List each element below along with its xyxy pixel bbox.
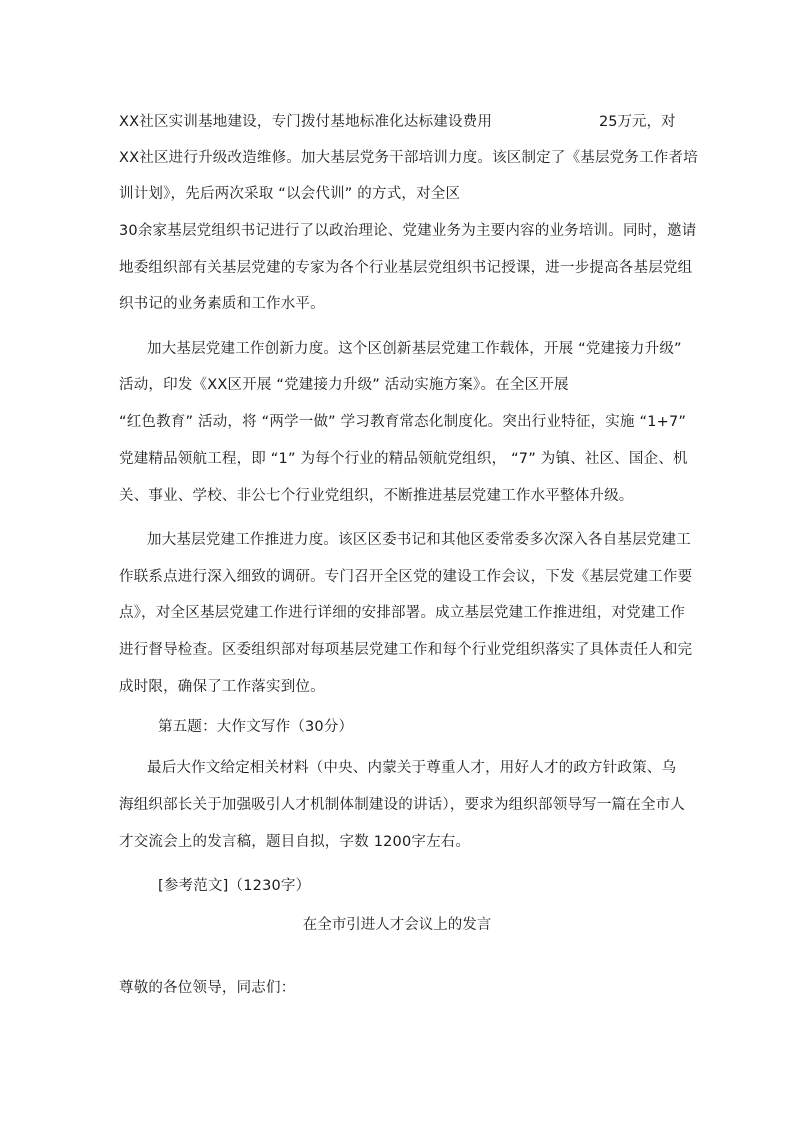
q5-line-2: 海组织部长关于加强吸引人才机制体制建设的讲话），要求为组织部领导写一篇在全市人 (119, 797, 686, 813)
p1-line-1b: 25万元，对 (599, 114, 676, 130)
p1-line-4: 30余家基层党组织书记进行了以政治理论、党建业务为主要内容的业务培训。同时，邀请 (119, 223, 697, 239)
p2-line-3: “红色教育” 活动，将 “两学一做” 学习教育常态化制度化。突出行业特征，实施 “1+7” (119, 414, 687, 430)
speech-title: 在全市引进人才会议上的发言 (302, 917, 492, 933)
p1-line-6: 织书记的业务素质和工作水平。 (119, 296, 325, 312)
p3-line-2: 作联系点进行深入细致的调研。专门召开全区党的建设工作会议，下发《基层党建工作要 (119, 569, 693, 585)
p2-line-2: 活动，印发《XX区开展 “党建接力升级” 活动实施方案》。在全区开展 (119, 377, 569, 393)
p3-line-4: 进行督导检查。区委组织部对每项基层党建工作和每个行业党组织落实了具体责任人和完 (119, 642, 693, 658)
p1-line-2: XX社区进行升级改造维修。加大基层党务干部培训力度。该区制定了《基层党务工作者培 (119, 150, 698, 166)
p2-line-1: 加大基层党建工作创新力度。这个区创新基层党建工作载体，开展 “党建接力升级” (147, 341, 682, 357)
p1-line-1a: XX社区实训基地建设，专门拨付基地标准化达标建设费用 (119, 114, 493, 130)
q5-line-3: 才交流会上的发言稿，题目自拟，字数 1200字左右。 (119, 834, 471, 850)
p2-line-5: 关、事业、学校、非公七个行业党组织，不断推进基层党建工作水平整体升级。 (119, 488, 634, 504)
p2-line-4: 党建精品领航工程，即 “1” 为每个行业的精品领航党组织， “7” 为镇、社区、国企、机 (119, 451, 688, 467)
q5-line-1: 最后大作文给定相关材料（中央、内蒙关于尊重人才，用好人才的政方针政策、乌 (147, 760, 677, 776)
p1-line-3: 训计划》，先后两次采取 “以会代训” 的方式，对全区 (119, 186, 461, 202)
p3-line-3: 点》，对全区基层党建工作进行详细的安排部署。成立基层党建工作推进组，对党建工作 (119, 605, 686, 621)
p3-line-5: 成时限，确保了工作落实到位。 (119, 679, 325, 695)
speech-greeting: 尊敬的各位领导，同志们： (119, 980, 296, 996)
reference-label: [参考范文]（1230字） (158, 878, 311, 894)
p1-line-5: 地委组织部有关基层党建的专家为各个行业基层党组织书记授课，进一步提高各基层党组 (119, 260, 693, 276)
q5-heading: 第五题：大作文写作（30分） (158, 719, 354, 735)
p3-line-1: 加大基层党建工作推进力度。该区区委书记和其他区委常委多次深入各自基层党建工 (147, 532, 691, 548)
